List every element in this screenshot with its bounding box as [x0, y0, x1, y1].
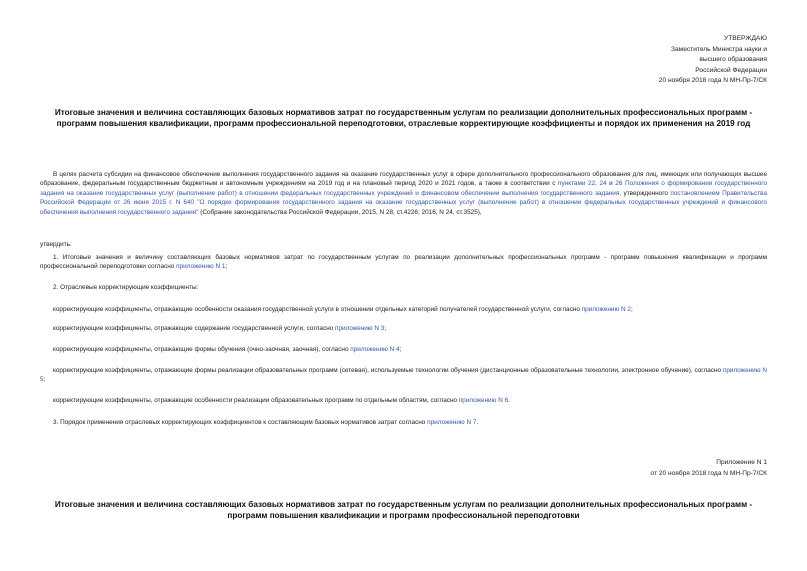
link-points-22-24[interactable]: пунктами 22, 24	[558, 180, 607, 188]
coef-text: корректирующие коэффициенты, отражающие особенности реализации образовательных программ по отдельным областям, согласно	[53, 397, 459, 404]
coef-end: ;	[384, 325, 387, 332]
coef-text: корректирующие коэффициенты, отражающие содержание государственной услуги, согласно	[53, 325, 335, 332]
approval-line: Российской Федерации	[695, 66, 767, 74]
item-3-end: .	[476, 419, 479, 426]
link-appendix-7[interactable]: приложению N 7	[427, 419, 477, 426]
annex-header	[650, 458, 767, 479]
annex-date: от 20 ноября 2018 года N МН-Пр-7/СК	[650, 469, 767, 477]
coef-end: ;	[630, 306, 633, 313]
coef-item-1	[40, 305, 767, 314]
intro-text: , утвержденного	[619, 189, 671, 197]
coef-item-5	[40, 396, 767, 405]
intro-text: В целях расчета субсидии на финансовое обеспечение выполнения государственного задания на оказание государственных услуг в сфере дополнительного профессионального образования для лиц, имеющих или получающих высшее образование, федеральным государственным бюджетным и автономным учреждениям на 2019 год и на плановый период 2020 и 2021 годов, а также в соответствии с	[40, 171, 767, 188]
coef-text: корректирующие коэффициенты, отражающие особенности оказания государственной услуги в отношении отдельных категорий получателей государственной услуги, согласно	[53, 306, 582, 313]
item-1-text: 1. Итоговые значения и величину составляющих базовых нормативов затрат по государственным услугам по реализации дополнительных профессиональных программ - программ повышения квалификации и программ профессиональной переподготовки согласно	[40, 254, 767, 271]
link-appendix-4[interactable]: приложению N 4	[350, 346, 400, 353]
annex-number: Приложение N 1	[716, 459, 767, 466]
item-1	[40, 253, 767, 272]
item-3-text: 3. Порядок применения отраслевых корректирующих коэффициентов к составляющим базовых нормативов затрат согласно	[53, 419, 428, 426]
coef-text: корректирующие коэффициенты, отражающие формы обучения (очно-заочная, заочная), согласно	[53, 346, 351, 353]
link-appendix-1[interactable]: приложению N 1	[176, 263, 226, 271]
approval-line: 20 ноября 2018 года N МН-Пр-7/СК	[658, 77, 767, 84]
link-appendix-6[interactable]: приложению N 6	[458, 397, 509, 404]
document-title: Итоговые значения и величина составляющих базовых нормативов затрат по государственным услугам по реализации дополнительных профессиональных программ - программ повышения квалификации, программ профессиональной переподготовки, отраслевые корректирующие коэффициенты и порядок их применения на 2019 год	[54, 108, 753, 128]
coef-end: ;	[43, 376, 46, 384]
coef-item-3	[40, 345, 767, 354]
link-appendix-2[interactable]: приложению N 2	[581, 306, 631, 313]
coef-item-4	[40, 366, 767, 385]
intro-text: и	[606, 180, 616, 188]
item-2: 2. Отраслевые корректирующие коэффициенты:	[53, 284, 199, 291]
item-3	[40, 418, 767, 427]
link-regulation-26[interactable]: 26 Положения о формировании государственного задания на оказание государственных услуг (выполнение работ) в отношении федеральных государственных учреждений и финансовом обеспечении выполнения государственного задания	[40, 180, 768, 197]
intro-paragraph	[40, 170, 767, 217]
approve-word: утвердить:	[40, 241, 72, 248]
link-appendix-3[interactable]: приложению N 3	[335, 325, 385, 332]
coef-end: .	[508, 397, 510, 404]
item-1-end: ;	[225, 263, 228, 271]
coef-end: ;	[399, 346, 402, 353]
annex-title: Итоговые значения и величина составляющих базовых нормативов затрат по государственным услугам по реализации дополнительных профессиональных программ - программ повышения квалификации и программ профессиональной переподготовки	[54, 500, 753, 520]
coef-text: корректирующие коэффициенты, отражающие формы реализации образовательных программ (сетевая), используемые технологии обучения (дистанционные образовательные технологии, электронное обучение), согласно	[53, 367, 723, 374]
intro-text: (Собрание законодательства Российской Федерации, 2015, N 28, ст.4226; 2016, N 24, ст.3525),	[198, 208, 482, 216]
approval-line: Заместитель Министра науки и	[671, 45, 767, 53]
approval-line: высшего образования	[699, 56, 767, 63]
link-appendix-5[interactable]: приложению N 5	[40, 367, 767, 384]
link-government-decree-640[interactable]: постановлением Правительства Российской Федерации от 26 июня 2015 г. N 640 "О порядке формирования государственного задания на оказание государственных услуг (выполнение работ) в отношении федеральных государственных учреждений и финансового обеспечения выполнения государственного задания"	[40, 189, 767, 216]
approval-line: УТВЕРЖДАЮ	[724, 35, 767, 42]
approval-block	[659, 34, 767, 87]
coef-item-2	[40, 324, 767, 333]
